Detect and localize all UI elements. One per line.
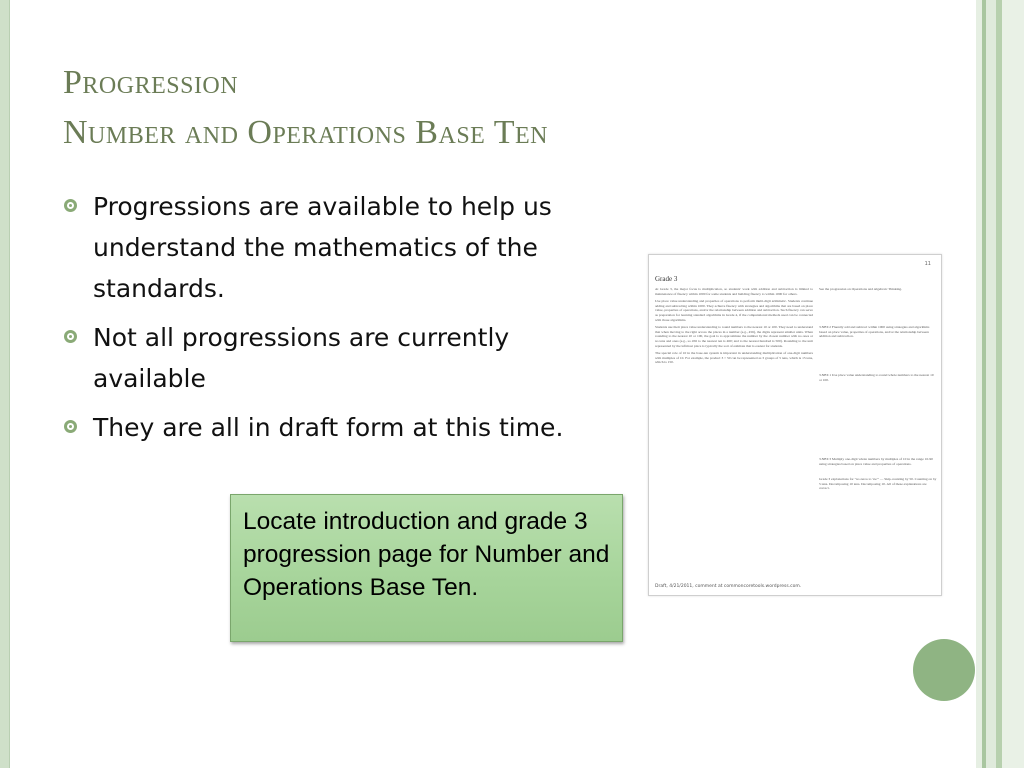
doc-heading: Grade 3 bbox=[655, 275, 678, 283]
title-line-1: Progression bbox=[63, 64, 239, 101]
doc-main-column bbox=[655, 287, 813, 368]
doc-margin-note: 3.NBT.2 Fluently add and subtract within 1000 using strategies and algorithms based on place value, properties of operations, and/or the relationship between addition and subtraction. bbox=[819, 325, 930, 339]
doc-paragraph: Students use their place value understanding to round numbers to the nearest 10 or 100. They need to understand that when moving to the right across the places in a number (e.g., 456), the digits represent smaller units. When rounding to the nearest 10 or 100, the goal is to approximate the number by the closest number with no ones or no tens and ones (e.g., so 456 to the nearest ten is 460; and to the nearest hundred is 500). Rounding to the unit represented by the leftmost place is typically the sort of estimate that is easiest for students. bbox=[655, 325, 813, 348]
document-thumbnail bbox=[648, 254, 942, 596]
bullet-list bbox=[64, 186, 584, 456]
bullet-text: Progressions are available to help us understand the mathematics of the standards. bbox=[93, 192, 552, 303]
doc-footer: Draft, 4/21/2011, comment at commoncoretools.wordpress.com. bbox=[655, 584, 802, 589]
doc-paragraph: Use place value understanding and properties of operations to perform multi-digit arithmetic. Students continue adding and subtracting within 1000. They achieve fluency with strategies and algorithms that are based on place value, properties of operations, and/or the relationship between addition and subtraction. Such fluency can serve as preparation for learning standard algorithms in Grade 4, if the computational methods used can be connected with those algorithms. bbox=[655, 299, 813, 322]
bullet-circle-icon bbox=[64, 330, 77, 343]
doc-paragraph: The special role of 10 in the base-ten system is important in understanding multiplication of one-digit numbers with multiples of 10. For example, the product 3 × 50 can be represented as 3 groups of 5 tens, which is 15 tens, which is 150. bbox=[655, 351, 813, 365]
bullet-circle-icon bbox=[64, 199, 77, 212]
bullet-item bbox=[64, 407, 584, 448]
doc-page-number: 11 bbox=[924, 261, 931, 267]
bullet-item bbox=[64, 186, 584, 309]
right-frame-border bbox=[976, 0, 1024, 768]
doc-margin-note: 3.NBT.1 Use place value understanding to round whole numbers to the nearest 10 or 100. bbox=[819, 373, 934, 382]
title-line-2: Number and Operations Base Ten bbox=[63, 114, 548, 151]
slide-title bbox=[63, 58, 683, 158]
doc-margin-note: See the progression on Operations and Algebraic Thinking. bbox=[819, 287, 902, 291]
decorative-circle bbox=[913, 639, 975, 701]
bullet-text: Not all progressions are currently available bbox=[93, 323, 510, 393]
bullet-text: They are all in draft form at this time. bbox=[93, 413, 564, 442]
doc-margin-note: Grade 3 explanations for "no zeros to 'aw'" — Skip-counting by 50. Counting on by 5 tens. Decomposing 10 tens. Decomposing 10. All of these explanations are correct. bbox=[819, 477, 937, 491]
left-frame-border bbox=[0, 0, 10, 768]
callout-box: Locate introduction and grade 3 progression page for Number and Operations Base Ten. bbox=[230, 494, 623, 642]
doc-paragraph: At Grade 3, the major focus is multiplication, so students' work with addition and subtraction is limited to maintenance of fluency within 1000 for some students and building fluency to within 1000 for others. bbox=[655, 287, 813, 296]
doc-margin-note: 3.NBT.3 Multiply one-digit whole numbers by multiples of 10 in the range 10-90 using strategies based on place value and properties of operations. bbox=[819, 457, 933, 466]
bullet-circle-icon bbox=[64, 420, 77, 433]
bullet-item bbox=[64, 317, 584, 399]
